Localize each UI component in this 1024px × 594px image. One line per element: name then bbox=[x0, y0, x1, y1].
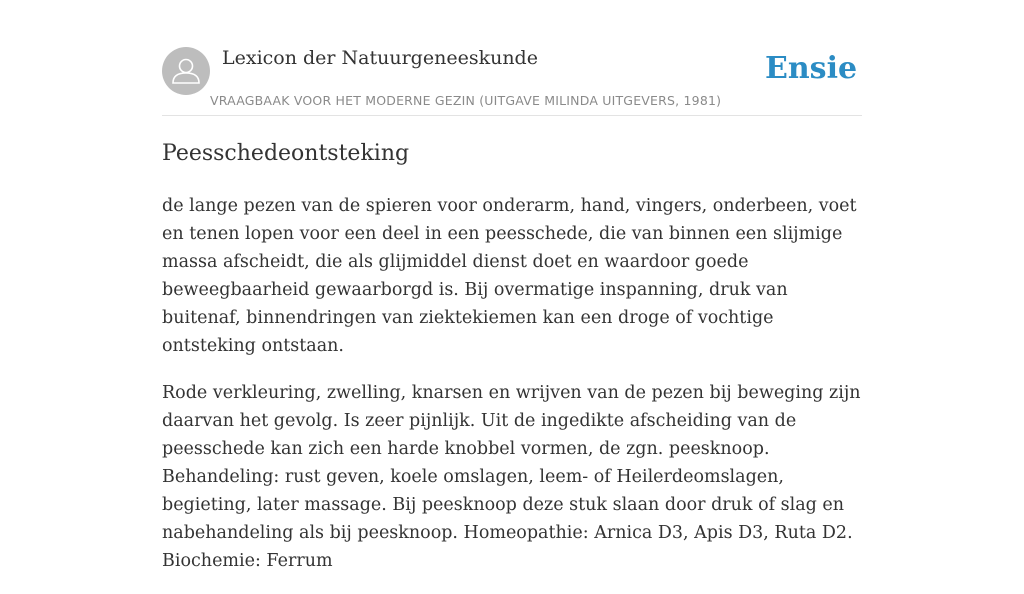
source-subtitle: VRAAGBAAK VOOR HET MODERNE GEZIN (UITGAVE MILINDA UITGEVERS, 1981) bbox=[210, 93, 722, 108]
entry-paragraph: de lange pezen van de spieren voor onderarm, hand, vingers, onderbeen, voet en tenen lopen voor een deel in een peesschede, die van binnen een slijmige massa afscheidt, die als glijmiddel dienst doet en waardoor goede beweegbaarheid gewaarborgd is. Bij overmatige inspanning, druk van buitenaf, binnendringen van ziektekiemen kan een droge of vochtige ontsteking ontstaan. bbox=[162, 196, 857, 356]
source-title[interactable]: Lexicon der Natuurgeneeskunde bbox=[222, 47, 538, 69]
brand-logo[interactable]: Ensie bbox=[765, 51, 858, 86]
entry-body bbox=[162, 192, 866, 594]
user-icon bbox=[162, 47, 210, 95]
entry-paragraph: Rode verkleuring, zwelling, knarsen en wrijven van de pezen bij beweging zijn daarvan het gevolg. Is zeer pijnlijk. Uit de ingedikte afscheiding van de peesschede kan zich een harde knobbel vormen, de zgn. peesknoop. Behandeling: rust geven, koele omslagen, leem- of Heilerdeomslagen, begieting, later massage. Bij peesknoop deze stuk slaan door druk of slag en nabehandeling als bij peesknoop. Homeopathie: Arnica D3, Apis D3, Ruta D2. Biochemie: Ferrum bbox=[162, 383, 861, 571]
avatar[interactable] bbox=[162, 47, 210, 95]
entry-title: Peesschedeontsteking bbox=[162, 141, 410, 166]
header-divider bbox=[162, 115, 862, 116]
